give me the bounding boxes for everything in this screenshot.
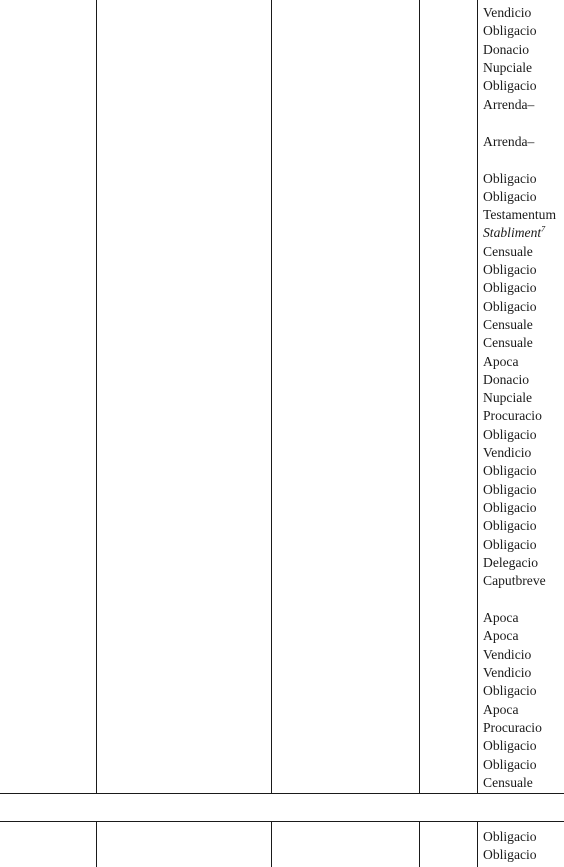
column-divider xyxy=(419,821,420,867)
document-type-label: Donacio xyxy=(483,371,530,387)
document-type-cell xyxy=(483,41,529,59)
document-type-label: Obligacio xyxy=(483,518,537,534)
document-type-label: Obligacio xyxy=(483,738,537,754)
document-type-cell xyxy=(483,353,518,371)
document-type-label: Apoca xyxy=(483,609,519,625)
footnote-marker: 7 xyxy=(541,224,546,234)
document-type-cell xyxy=(483,371,529,389)
document-type-cell xyxy=(483,243,533,261)
document-type-label: Vendicio xyxy=(483,646,532,662)
document-type-label: Arrenda– xyxy=(483,133,535,149)
document-type-label: Arrenda– xyxy=(483,96,535,112)
document-type-cell xyxy=(483,609,518,627)
column-divider xyxy=(271,821,272,867)
document-type-cell xyxy=(483,701,518,719)
document-type-label: Vendicio xyxy=(483,5,532,20)
document-type-cell xyxy=(483,517,537,535)
document-type-cell xyxy=(483,554,538,572)
document-type-label: Apoca xyxy=(483,628,519,644)
column-divider xyxy=(271,0,272,793)
document-type-cell xyxy=(483,499,537,517)
document-type-cell xyxy=(483,774,533,792)
document-type-label: Obligacio xyxy=(483,262,537,277)
document-type-label: Obligacio xyxy=(483,499,537,515)
document-type-cell xyxy=(483,77,537,95)
document-type-cell xyxy=(483,407,542,425)
document-type-cell xyxy=(483,206,556,224)
document-type-cell xyxy=(483,627,518,645)
document-type-label: Obligacio xyxy=(483,188,537,204)
document-type-label: Donacio xyxy=(483,41,530,57)
document-type-cell xyxy=(483,444,531,462)
document-type-label: Censuale xyxy=(483,316,533,332)
column-divider xyxy=(96,821,97,867)
document-type-label: Obligacio xyxy=(483,481,537,497)
document-type-cell xyxy=(483,334,533,352)
document-type-label: Obligacio xyxy=(483,683,537,699)
document-type-cell xyxy=(483,737,537,755)
document-type-cell xyxy=(483,756,537,774)
document-type-label: Procuracio xyxy=(483,719,542,735)
document-type-cell xyxy=(483,536,537,554)
document-type-label: Obligacio xyxy=(483,280,537,296)
document-type-label: Censuale xyxy=(483,774,533,790)
column-divider xyxy=(477,0,478,793)
document-type-cell xyxy=(483,828,537,846)
document-type-label: Apoca xyxy=(483,701,519,717)
document-type-label: Caputbreve xyxy=(483,573,546,589)
document-type-label: Nupciale xyxy=(483,59,533,75)
document-type-label: Testamentum xyxy=(483,207,557,223)
document-type-label: Obligacio xyxy=(483,170,537,186)
column-divider xyxy=(96,0,97,793)
document-type-label: Nupciale xyxy=(483,390,533,406)
document-type-label: Stabliment xyxy=(483,225,542,241)
document-type-cell xyxy=(483,279,537,297)
document-type-label: Censuale xyxy=(483,335,533,351)
document-type-cell xyxy=(483,719,542,737)
document-type-cell xyxy=(483,389,532,407)
document-type-label: Apoca xyxy=(483,353,519,369)
document-type-cell xyxy=(483,22,537,40)
document-type-cell xyxy=(483,682,537,700)
document-type-cell xyxy=(483,4,531,22)
document-type-cell xyxy=(483,572,546,590)
document-type-label: Obligacio xyxy=(483,756,537,772)
document-type-cell xyxy=(483,261,537,279)
document-type-cell xyxy=(483,170,537,188)
document-type-cell xyxy=(483,298,537,316)
document-type-cell xyxy=(483,664,531,682)
document-type-label: Obligacio xyxy=(483,23,537,39)
document-type-label: Obligacio xyxy=(483,829,537,844)
document-type-cell xyxy=(483,188,537,206)
document-type-label: Obligacio xyxy=(483,847,537,862)
document-type-cell xyxy=(483,133,534,151)
section-rule xyxy=(0,821,564,822)
document-type-label: Vendicio xyxy=(483,445,532,460)
document-type-label: Procuracio xyxy=(483,408,542,424)
block-bottom-rule xyxy=(0,793,564,794)
document-type-cell xyxy=(483,846,537,864)
document-type-cell xyxy=(483,646,531,664)
document-type-cell xyxy=(483,462,537,480)
document-type-label: Censuale xyxy=(483,243,533,259)
document-type-cell xyxy=(483,481,537,499)
document-type-cell xyxy=(483,224,545,242)
document-type-cell xyxy=(483,316,533,334)
document-type-label: Obligacio xyxy=(483,536,537,552)
document-type-label: Delegacio xyxy=(483,554,539,570)
column-divider xyxy=(477,821,478,867)
document-type-cell xyxy=(483,426,537,444)
document-type-label: Obligacio xyxy=(483,298,537,314)
document-type-label: Obligacio xyxy=(483,78,537,94)
document-type-label: Vendicio xyxy=(483,665,532,680)
document-type-cell xyxy=(483,59,532,77)
column-divider xyxy=(419,0,420,793)
document-type-label: Obligacio xyxy=(483,426,537,442)
document-type-cell xyxy=(483,96,534,114)
document-type-label: Obligacio xyxy=(483,463,537,479)
